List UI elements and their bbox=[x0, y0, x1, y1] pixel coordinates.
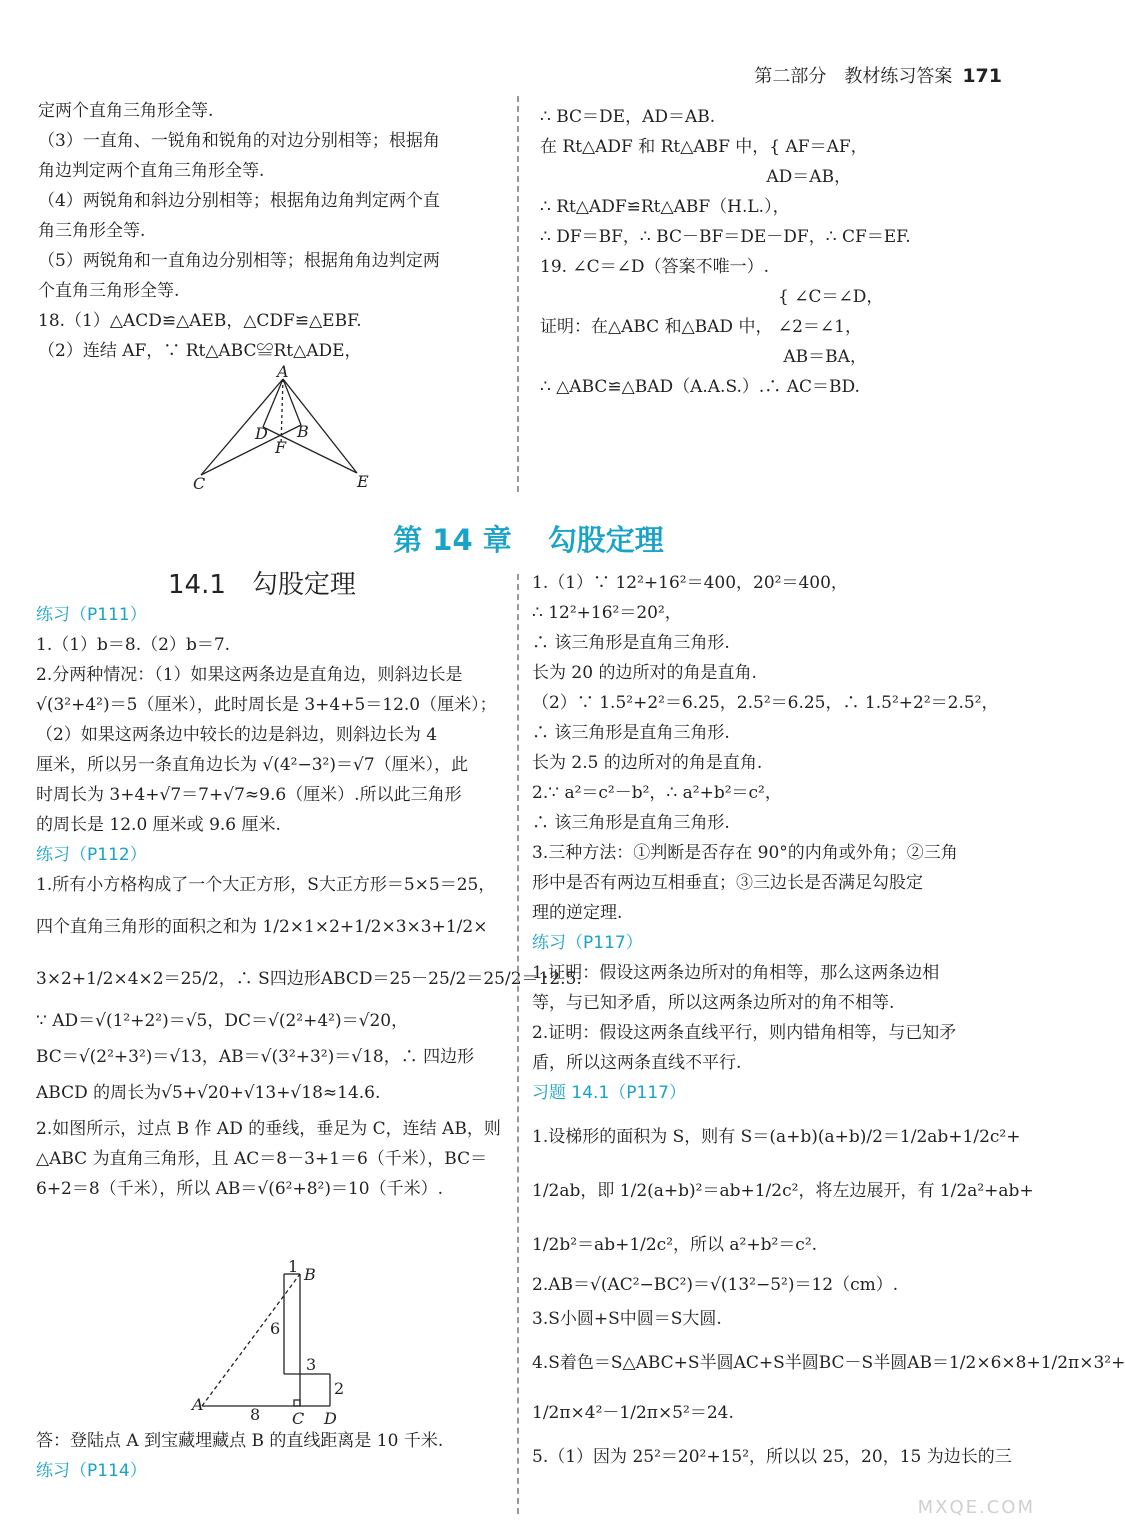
label-E: E bbox=[357, 472, 369, 491]
section-title: 14.1 勾股定理 bbox=[168, 570, 356, 600]
text-line: 形中是否有两边互相垂直；③三边长是否满足勾股定 bbox=[532, 873, 923, 893]
text-line: BC＝√(2²+3²)＝√13，AB＝√(3²+3²)＝√18，∴ 四边形 bbox=[36, 1047, 475, 1067]
text-line: 2.分两种情况：（1）如果这两条边是直角边，则斜边长是 bbox=[36, 665, 463, 685]
text-line: { ∠C＝∠D， bbox=[540, 287, 884, 307]
exercise-heading: 习题 14.1（P117） bbox=[532, 1083, 686, 1103]
watermark: MXQE.COM bbox=[917, 1497, 1035, 1518]
label-num-6: 6 bbox=[270, 1319, 281, 1338]
text-line: △ABC 为直角三角形，且 AC＝8－3+1＝6（千米），BC＝ bbox=[36, 1149, 488, 1169]
text-line: 在 Rt△ADF 和 Rt△ABF 中，{ AF＝AF， bbox=[540, 137, 868, 157]
exercise-heading: 练习（P112） bbox=[36, 845, 147, 865]
chapter-name: 勾股定理 bbox=[547, 523, 664, 557]
text-line: 角边判定两个直角三角形全等. bbox=[38, 161, 265, 181]
label-F: F bbox=[275, 438, 287, 457]
text-line: 2.如图所示，过点 B 作 AD 的垂线，垂足为 C，连结 AB，则 bbox=[36, 1119, 501, 1139]
map-figure bbox=[190, 1258, 360, 1428]
text-line: 的周长是 12.0 厘米或 9.6 厘米. bbox=[36, 815, 281, 835]
text-line: 定两个直角三角形全等. bbox=[38, 101, 214, 121]
text-line: AD＝AB， bbox=[540, 167, 852, 187]
text-line: ∴ 12²+16²＝20²， bbox=[532, 603, 682, 623]
text-line: 盾，所以这两条直线不平行. bbox=[532, 1053, 742, 1073]
column-divider bbox=[517, 574, 519, 1514]
text-line: ∴ DF＝BF，∴ BC－BF＝DE－DF，∴ CF＝EF. bbox=[540, 227, 911, 247]
label-C: C bbox=[193, 474, 206, 493]
text-line: 1/2π×4²－1/2π×5²＝24. bbox=[532, 1403, 734, 1423]
label-num-3: 3 bbox=[306, 1355, 317, 1374]
text-line: ∴ 该三角形是直角三角形. bbox=[532, 633, 730, 653]
text-line: （3）一直角、一锐角和锐角的对边分别相等；根据角 bbox=[38, 131, 440, 151]
label-A: A bbox=[192, 1395, 204, 1414]
top-left-column bbox=[38, 96, 440, 366]
triangle-figure bbox=[185, 362, 385, 495]
text-line: √(3²+4²)＝5（厘米），此时周长是 3+4+5＝12.0（厘米）； bbox=[36, 695, 497, 715]
page-header bbox=[754, 62, 1002, 88]
text-line: 理的逆定理. bbox=[532, 903, 623, 923]
text-line: 3.三种方法：①判断是否存在 90°的内角或外角；②三角 bbox=[532, 843, 958, 863]
label-num-8: 8 bbox=[250, 1405, 261, 1424]
column-divider bbox=[517, 96, 519, 492]
label-num-1: 1 bbox=[288, 1257, 299, 1276]
exercise-heading: 练习（P114） bbox=[36, 1461, 147, 1481]
text-line: ∴ 该三角形是直角三角形. bbox=[532, 723, 730, 743]
text-line: 6+2＝8（千米），所以 AB＝√(6²+8²)＝10（千米）. bbox=[36, 1179, 444, 1199]
text-line: 18.（1）△ACD≌△AEB，△CDF≌△EBF. bbox=[38, 311, 362, 331]
text-line: 1/2b²＝ab+1/2c²，所以 a²+b²＝c². bbox=[532, 1235, 818, 1255]
exercise-heading: 练习（P111） bbox=[36, 605, 147, 625]
text-line: 2.∵ a²＝c²－b²，∴ a²+b²＝c²， bbox=[532, 783, 782, 803]
label-D: D bbox=[324, 1409, 337, 1428]
header-title: 第二部分 教材练习答案 bbox=[754, 66, 953, 87]
text-line: （2）连结 AF，∵ Rt△ABC≌Rt△ADE， bbox=[38, 341, 362, 361]
text-line: 等，与已知矛盾，所以这两条边所对的角不相等. bbox=[532, 993, 895, 1013]
text-line: ABCD 的周长为√5+√20+√13+√18≈14.6. bbox=[36, 1083, 381, 1103]
text-line: ∴ BC＝DE，AD＝AB. bbox=[540, 107, 716, 127]
exercise-heading: 练习（P117） bbox=[532, 933, 643, 953]
text-line: 2.AB＝√(AC²−BC²)＝√(13²−5²)＝12（cm）. bbox=[532, 1275, 899, 1295]
text-line: 3×2+1/2×4×2＝25/2，∴ S四边形ABCD＝25－25/2＝25/2＝12.5. bbox=[36, 969, 582, 989]
text-line: 四个直角三角形的面积之和为 1/2×1×2+1/2×3×3+1/2× bbox=[36, 917, 488, 937]
text-line: 长为 2.5 的边所对的角是直角. bbox=[532, 753, 763, 773]
text-line: ∴ 该三角形是直角三角形. bbox=[532, 813, 730, 833]
text-line: 3.S小圆+S中圆＝S大圆. bbox=[532, 1309, 722, 1329]
text-line: AB＝BA， bbox=[540, 347, 867, 367]
text-line: 1/2ab，即 1/2(a+b)²＝ab+1/2c²，将左边展开，有 1/2a²+ab+ bbox=[532, 1181, 1034, 1201]
bottom-left-end bbox=[36, 1426, 443, 1486]
text-line: ∵ AD＝√(1²+2²)＝√5，DC＝√(2²+4²)＝√20， bbox=[36, 1011, 409, 1031]
text-line: 1.（1）b＝8.（2）b＝7. bbox=[36, 635, 231, 655]
label-B: B bbox=[297, 422, 309, 441]
text-line: 厘米，所以另一条直角边长为 √(4²−3²)＝√7（厘米），此 bbox=[36, 755, 469, 775]
label-B: B bbox=[304, 1265, 316, 1284]
text-line: 时周长为 3+4+√7＝7+√7≈9.6（厘米）.所以此三角形 bbox=[36, 785, 462, 805]
text-line: （5）两锐角和一直角边分别相等；根据角角边判定两 bbox=[38, 251, 440, 271]
text-line: 个直角三角形全等. bbox=[38, 281, 180, 301]
text-line: 1.（1）∵ 12²+16²＝400，20²＝400， bbox=[532, 573, 848, 593]
text-line: （2）如果这两条边中较长的边是斜边，则斜边长为 4 bbox=[36, 725, 438, 745]
bottom-right-column bbox=[532, 568, 1125, 1472]
text-line: 答：登陆点 A 到宝藏埋藏点 B 的直线距离是 10 千米. bbox=[36, 1431, 444, 1451]
text-line: （4）两锐角和斜边分别相等；根据角边角判定两个直 bbox=[38, 191, 440, 211]
text-line: ∴ Rt△ADF≌Rt△ABF（H.L.）， bbox=[540, 197, 790, 217]
text-line: （2）∵ 1.5²+2²＝6.25，2.5²＝6.25，∴ 1.5²+2²＝2.5²， bbox=[532, 693, 999, 713]
chapter-number: 第 14 章 bbox=[393, 523, 512, 557]
chapter-title bbox=[0, 518, 1057, 559]
text-line: 19. ∠C＝∠D（答案不唯一）. bbox=[540, 257, 769, 277]
text-line: 5.（1）因为 25²＝20²+15²，所以以 25，20，15 为边长的三 bbox=[532, 1447, 1012, 1467]
text-line: 角三角形全等. bbox=[38, 221, 146, 241]
text-line: 1.设梯形的面积为 S，则有 S＝(a+b)(a+b)/2＝1/2ab+1/2c²+ bbox=[532, 1127, 1021, 1147]
page-number: 171 bbox=[962, 65, 1002, 87]
text-line: 1.证明：假设这两条边所对的角相等，那么这两条边相 bbox=[532, 963, 940, 983]
label-D: D bbox=[255, 424, 268, 443]
label-num-2: 2 bbox=[334, 1379, 345, 1398]
text-line: 2.证明：假设这两条直线平行，则内错角相等，与已知矛 bbox=[532, 1023, 957, 1043]
text-line: 证明：在△ABC 和△BAD 中， ∠2＝∠1， bbox=[540, 317, 862, 337]
label-A: A bbox=[277, 362, 289, 381]
text-line: 长为 20 的边所对的角是直角. bbox=[532, 663, 757, 683]
bottom-left-column bbox=[36, 600, 582, 1204]
text-line: 1.所有小方格构成了一个大正方形，S大正方形＝5×5＝25， bbox=[36, 875, 496, 895]
label-C: C bbox=[292, 1409, 305, 1428]
text-line: 4.S着色＝S△ABC+S半圆AC+S半圆BC－S半圆AB＝1/2×6×8+1/2π×3²+ bbox=[532, 1353, 1125, 1373]
text-line: ∴ △ABC≌△BAD（A.A.S.）.∴ AC＝BD. bbox=[540, 377, 860, 397]
top-right-column bbox=[540, 102, 911, 402]
